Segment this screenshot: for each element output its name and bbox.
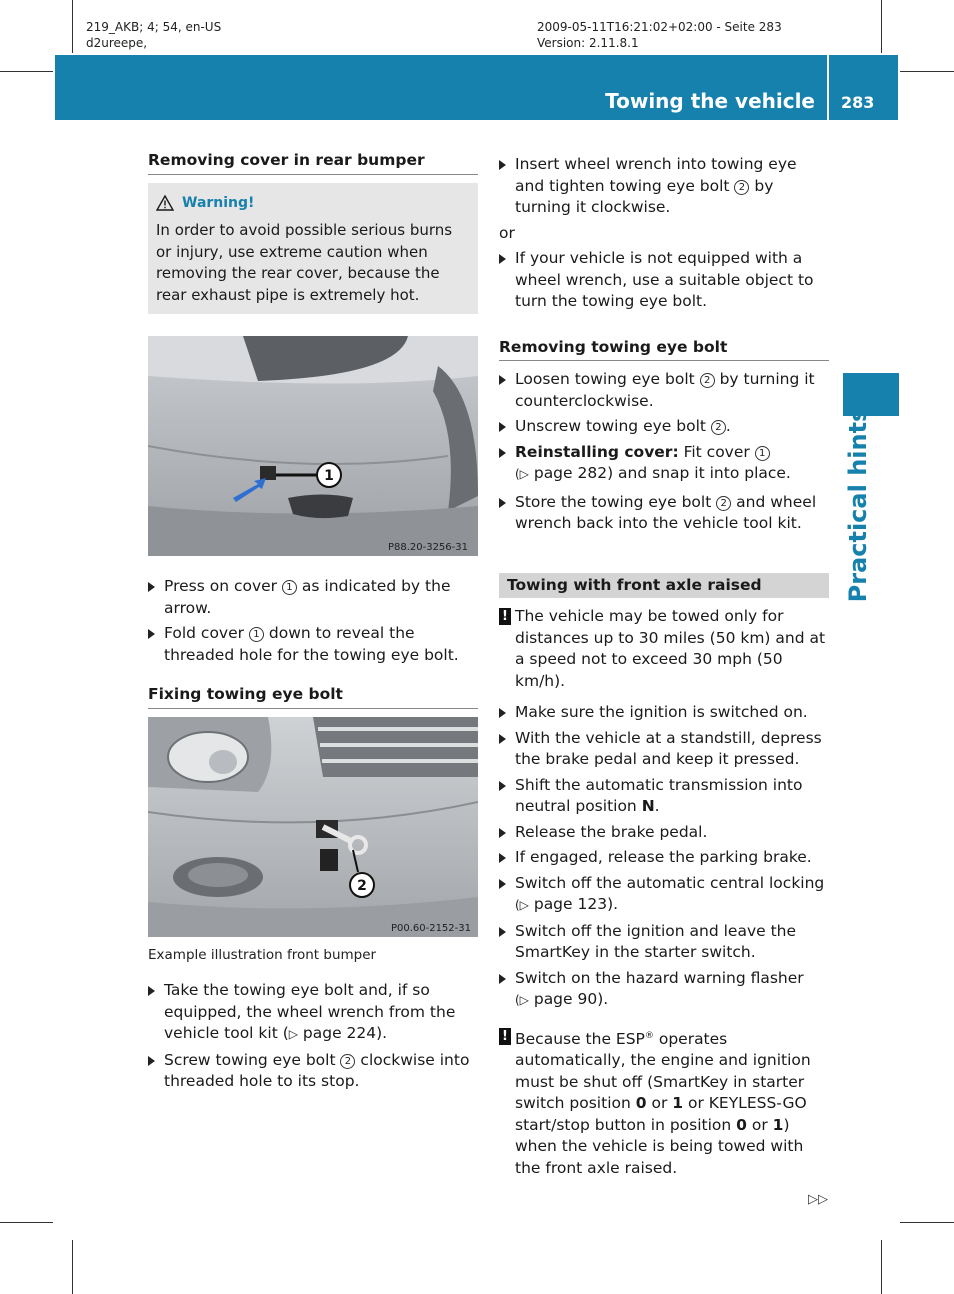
note-text: The vehicle may be towed only for distances up to 30 miles (50 km) and at a speed not to exceed 30 mph (50 km/h). <box>515 607 826 690</box>
step-text: Loosen towing eye bolt <box>515 370 695 388</box>
exclamation-icon: ! <box>499 608 511 625</box>
meta-line: 2009-05-11T16:21:02+02:00 - Seite 283 <box>537 20 782 34</box>
continued-icon: ▷▷ <box>808 1192 828 1207</box>
list-item <box>499 492 829 535</box>
bullet-arrow-icon <box>499 160 506 170</box>
bullet-arrow-icon <box>148 1056 155 1066</box>
list-item <box>499 873 829 917</box>
step-text: Make sure the ignition is switched on. <box>515 703 808 721</box>
step-text: Store the towing eye bolt <box>515 492 712 511</box>
list-item <box>499 248 829 313</box>
step-text: clockwise into threaded hole to its stop. <box>164 1050 470 1090</box>
bullet-arrow-icon <box>499 375 506 385</box>
rear-bumper-photo <box>148 336 478 556</box>
crop-mark <box>900 1222 954 1223</box>
step-text: If your vehicle is not equipped with a wheel wrench, use a suitable object to turn the towing eye bolt. <box>515 249 814 310</box>
page-title: Towing the vehicle <box>605 89 815 113</box>
step-text: . <box>654 797 660 815</box>
note-text: or <box>646 1094 673 1113</box>
print-meta-left <box>86 19 221 51</box>
list-item <box>499 442 829 486</box>
step-text: page 282) and snap it into place. <box>528 464 791 482</box>
list-item <box>499 822 829 844</box>
note-bold: 1 <box>772 1115 784 1134</box>
callout-number: 2 <box>734 180 749 195</box>
note-text: or <box>746 1115 773 1134</box>
page-number: 283 <box>841 93 875 112</box>
section-heading: Removing cover in rear bumper <box>148 150 478 175</box>
callout-number: 2 <box>340 1054 355 1069</box>
bullet-arrow-icon <box>499 828 506 838</box>
list-item <box>148 980 478 1046</box>
list-item <box>499 921 829 964</box>
note-text: ) when the vehicle is being towed with the front axle raised. <box>515 1115 804 1177</box>
page-header <box>55 55 898 120</box>
step-text: With the vehicle at a standstill, depress the brake pedal and keep it pressed. <box>515 728 822 768</box>
callout-number: 2 <box>711 420 726 435</box>
photo-code: P88.20-3256-31 <box>387 542 468 553</box>
bullet-arrow-icon <box>499 498 506 508</box>
list-item <box>499 702 829 724</box>
list-item <box>499 369 829 412</box>
right-column <box>499 150 829 1189</box>
bullet-arrow-icon <box>499 734 506 744</box>
photo-code: P00.60-2152-31 <box>390 922 471 934</box>
chapter-label <box>836 407 880 603</box>
page-ref-icon: (▷ <box>515 467 529 481</box>
svg-text:1: 1 <box>324 468 334 484</box>
step-bold-label: Reinstalling cover: <box>515 442 679 461</box>
step-text: Unscrew towing eye bolt <box>515 417 706 435</box>
list-item <box>499 154 829 219</box>
bullet-arrow-icon <box>148 986 155 996</box>
callout-number: 1 <box>755 446 770 461</box>
note-block <box>499 1026 829 1180</box>
page-ref-icon: (▷ <box>515 898 529 912</box>
list-item <box>499 416 829 438</box>
list-item <box>499 728 829 771</box>
step-text: and wheel wrench back into the vehicle tool kit. <box>515 492 817 532</box>
step-text: Insert wheel wrench into towing eye and tighten towing eye bolt <box>515 155 797 195</box>
list-item <box>148 623 478 666</box>
meta-line: d2ureepe, <box>86 36 148 50</box>
note-text: operates automatically, the engine and ignition must be shut off (SmartKey in starter switch position <box>515 1029 811 1113</box>
warning-title-text: Warning! <box>182 194 255 211</box>
bullet-arrow-icon <box>499 448 506 458</box>
note-text: or KEYLESS-GO start/stop button in position <box>515 1094 807 1134</box>
crop-mark <box>72 1240 73 1294</box>
list-item <box>499 775 829 818</box>
step-text: Screw towing eye bolt <box>164 1050 336 1069</box>
warning-triangle-icon <box>156 195 174 211</box>
step-text: Press on cover <box>164 577 278 595</box>
step-text: Fit cover <box>678 442 750 461</box>
crop-mark <box>72 0 73 53</box>
bullet-arrow-icon <box>499 853 506 863</box>
step-text: page 224). <box>297 1024 388 1042</box>
meta-line: 219_AKB; 4; 54, en-US <box>86 20 222 34</box>
crop-mark <box>0 1222 53 1223</box>
step-text: by turning it clockwise. <box>515 176 774 216</box>
section-heading-grey: Towing with front axle raised <box>499 573 829 599</box>
crop-mark <box>900 71 954 72</box>
note-bold: 0 <box>736 1115 747 1134</box>
image-caption: Example illustration front bumper <box>148 946 377 963</box>
bullet-arrow-icon <box>499 708 506 718</box>
bullet-arrow-icon <box>499 781 506 791</box>
page-ref-icon: ▷ <box>288 1027 298 1041</box>
left-column <box>148 150 478 1097</box>
bullet-arrow-icon <box>499 927 506 937</box>
crop-mark <box>881 1240 882 1294</box>
callout-number: 2 <box>716 496 731 511</box>
list-item <box>499 847 829 869</box>
step-text: Switch off the automatic central locking <box>515 873 825 892</box>
callout-number: 1 <box>282 580 297 595</box>
note-bold: 0 <box>635 1094 647 1113</box>
crop-mark <box>0 71 53 72</box>
warning-title <box>156 193 470 215</box>
note-bold: 1 <box>672 1094 684 1113</box>
callout-number: 2 <box>700 373 715 388</box>
header-divider <box>827 55 829 120</box>
step-text: If engaged, release the parking brake. <box>515 848 812 866</box>
bullet-arrow-icon <box>148 582 155 592</box>
bullet-arrow-icon <box>499 422 506 432</box>
meta-line: Version: 2.11.8.1 <box>537 36 639 50</box>
warning-box <box>148 183 478 315</box>
step-text: as indicated by the arrow. <box>164 577 451 617</box>
step-text: page 90). <box>528 990 609 1008</box>
bullet-arrow-icon <box>499 879 506 889</box>
bullet-arrow-icon <box>148 629 155 639</box>
note-block <box>499 606 829 692</box>
or-text: or <box>499 223 515 242</box>
section-heading: Fixing towing eye bolt <box>148 684 478 709</box>
step-text: Switch on the hazard warning flasher <box>515 968 804 987</box>
step-text: Fold cover <box>164 624 245 642</box>
list-item <box>148 576 478 619</box>
step-text: Shift the automatic transmission into neutral position <box>515 775 803 815</box>
step-text: Release the brake pedal. <box>515 822 708 841</box>
exclamation-icon: ! <box>499 1028 511 1045</box>
list-item <box>148 1050 478 1093</box>
step-text: . <box>725 417 731 435</box>
note-text: Because the ESP <box>515 1029 645 1048</box>
list-item <box>499 968 829 1012</box>
svg-text:2: 2 <box>357 877 367 894</box>
print-meta-right <box>537 19 782 51</box>
step-bold-value: N <box>641 797 655 815</box>
chapter-label-text: Practical hints <box>844 407 872 603</box>
rear-bumper-illustration <box>148 336 478 556</box>
front-bumper-illustration <box>148 717 478 937</box>
page-ref-icon: (▷ <box>515 993 529 1007</box>
step-text: by turning it counterclockwise. <box>515 370 815 410</box>
front-bumper-photo <box>148 717 478 937</box>
callout-number: 1 <box>249 627 264 642</box>
step-text: Take the towing eye bolt and, if so equipped, the wheel wrench from the vehicle tool kit ( <box>164 981 456 1042</box>
section-heading: Removing towing eye bolt <box>499 337 829 362</box>
warning-text: In order to avoid possible serious burns or injury, use extreme caution when removing the rear cover, because the rear exhaust pipe is extremely hot. <box>156 221 453 304</box>
bullet-arrow-icon <box>499 254 506 264</box>
crop-mark <box>881 0 882 53</box>
step-text: page 123). <box>528 895 619 913</box>
step-text: Switch off the ignition and leave the SmartKey in the starter switch. <box>515 921 797 961</box>
registered-mark: ® <box>644 1030 654 1041</box>
step-text: down to reveal the threaded hole for the towing eye bolt. <box>164 624 459 664</box>
bullet-arrow-icon <box>499 974 506 984</box>
